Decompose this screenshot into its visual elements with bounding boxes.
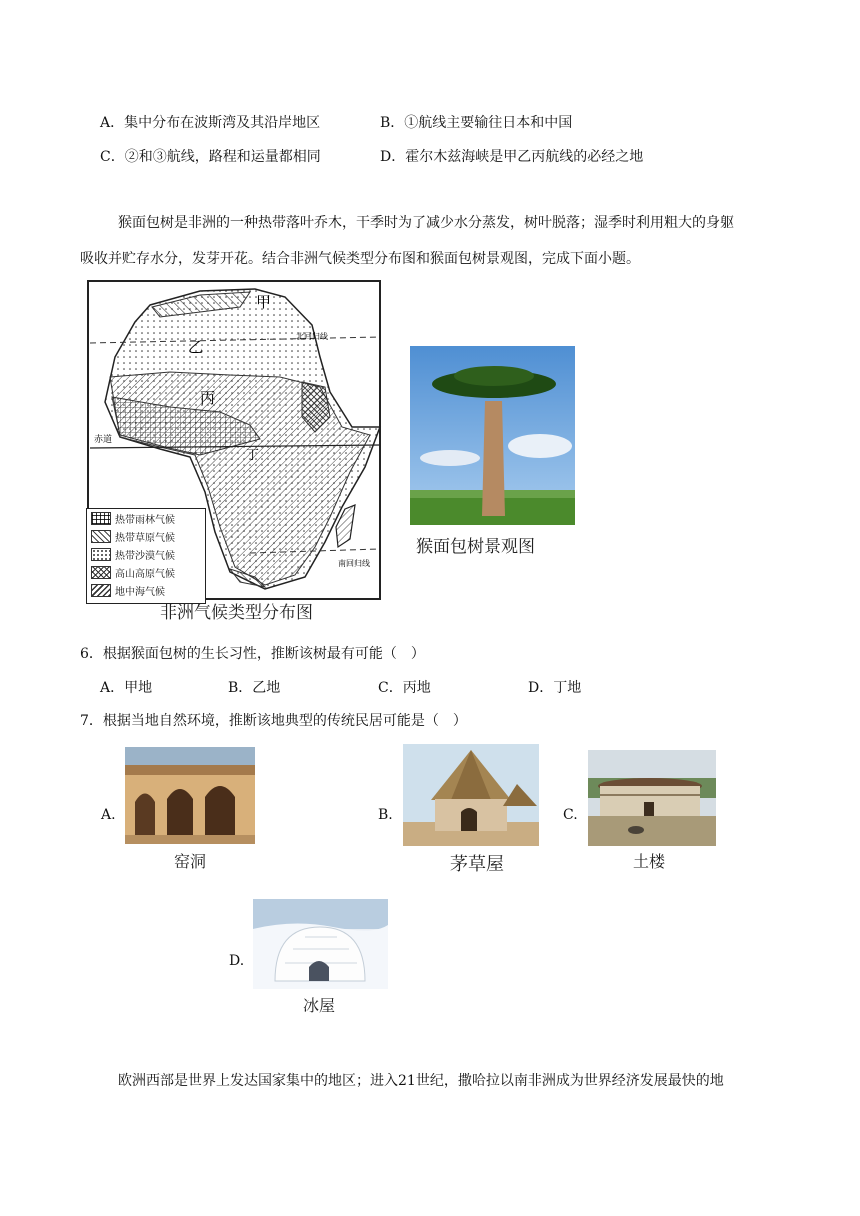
map-label-bing: 丙	[200, 389, 216, 407]
q5-option-c: C．②和③航线，路程和运量都相同	[100, 149, 321, 165]
q6-option-c: C．丙地	[378, 680, 431, 696]
q7-option-a-letter: A.	[101, 807, 116, 823]
map-line-tropic-south: 南回归线	[338, 559, 370, 568]
q7-option-c-letter: C.	[563, 807, 578, 823]
legend-item-savanna: 热带草原气候	[87, 527, 205, 545]
q6-option-a: A．甲地	[100, 680, 153, 696]
q5-option-d: D．霍尔木兹海峡是甲乙丙航线的必经之地	[380, 149, 644, 165]
igloo-photo	[253, 899, 388, 989]
legend-item-mediterranean: 地中海气候	[87, 581, 205, 599]
map-legend	[86, 508, 206, 604]
q5-option-b: B．①航线主要输往日本和中国	[380, 115, 573, 131]
next-intro-line: 欧洲西部是世界上发达国家集中的地区；进入21世纪，撒哈拉以南非洲成为世界经济发展最快的地	[118, 1073, 724, 1089]
q7-option-b-letter: B.	[378, 807, 393, 823]
q7-option-c-caption: 土楼	[633, 852, 666, 871]
q6-stem: 6．根据猴面包树的生长习性，推断该树最有可能（ ）	[80, 646, 425, 662]
thatched-hut-photo	[403, 744, 539, 846]
q7-option-a-caption: 窑洞	[174, 852, 207, 871]
cave-dwelling-photo	[125, 747, 255, 844]
tulou-photo	[588, 750, 716, 846]
map-caption: 非洲气候类型分布图	[160, 603, 313, 623]
legend-item-highland: 高山高原气候	[87, 563, 205, 581]
q7-option-b-caption: 茅草屋	[450, 854, 504, 875]
q7-option-d-letter: D.	[229, 953, 245, 969]
intro-line-2: 吸收并贮存水分，发芽开花。结合非洲气候类型分布图和猴面包树景观图，完成下面小题。	[80, 251, 640, 267]
map-label-ding: 丁	[246, 448, 260, 463]
q7-stem: 7．根据当地自然环境，推断该地典型的传统民居可能是（ ）	[80, 713, 467, 729]
map-label-yi: 乙	[188, 338, 204, 356]
legend-item-rainforest: 热带雨林气候	[87, 509, 205, 527]
q6-option-b: B．乙地	[228, 680, 281, 696]
baobab-photo	[410, 346, 575, 525]
map-line-equator: 赤道	[94, 435, 113, 445]
legend-item-desert: 热带沙漠气候	[87, 545, 205, 563]
q7-option-d-caption: 冰屋	[303, 996, 336, 1015]
intro-line-1: 猴面包树是非洲的一种热带落叶乔木，干季时为了减少水分蒸发，树叶脱落；湿季时利用粗大的身躯	[118, 215, 734, 231]
photo-caption: 猴面包树景观图	[416, 537, 535, 557]
map-line-tropic-north: 北回归线	[296, 332, 328, 341]
map-label-jia: 甲	[256, 293, 272, 311]
q6-option-d: D．丁地	[528, 680, 582, 696]
q5-option-a: A．集中分布在波斯湾及其沿岸地区	[100, 115, 321, 131]
